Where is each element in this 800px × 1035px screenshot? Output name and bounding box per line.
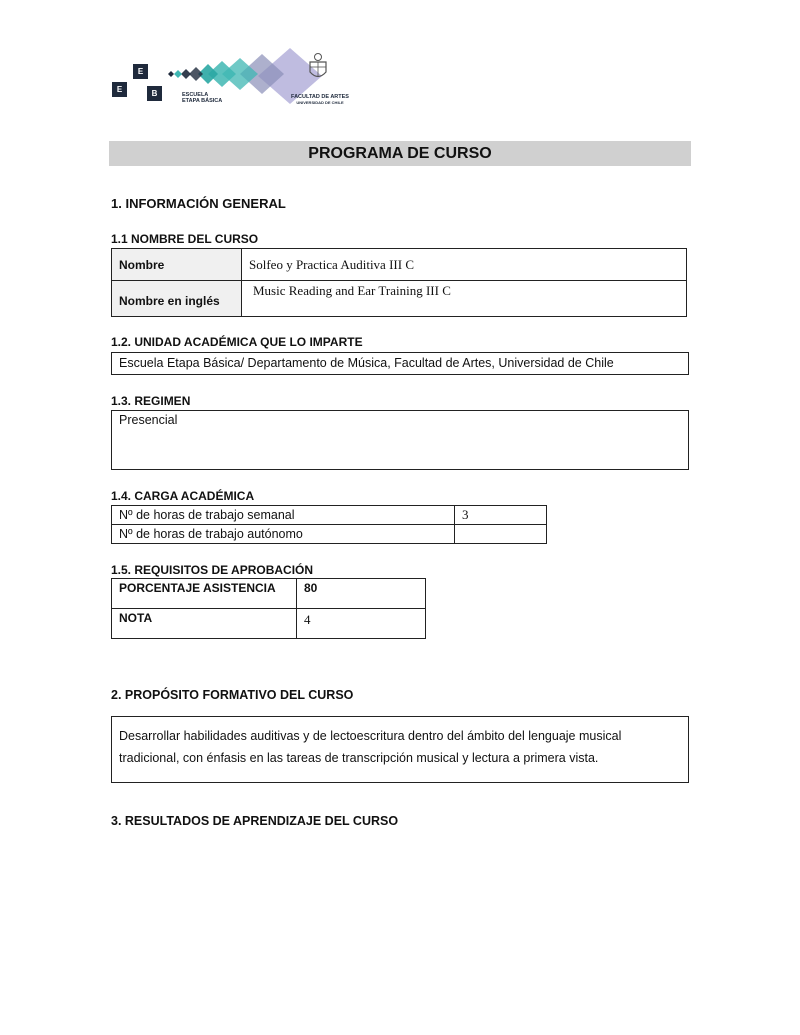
header-logo: [112, 46, 352, 112]
regimen-value: Presencial: [111, 410, 689, 470]
workload-table: [111, 505, 547, 544]
purpose-text-line1: Desarrollar habilidades auditivas y de lectoescritura dentro del ámbito del lenguaje musical: [119, 729, 622, 743]
academic-unit-value: Escuela Etapa Básica/ Departamento de Música, Facultad de Artes, Universidad de Chile: [111, 352, 689, 375]
table-row: [112, 525, 547, 544]
autonomous-hours-label: Nº de horas de trabajo autónomo: [112, 525, 455, 544]
table-row: [112, 506, 547, 525]
attendance-label: PORCENTAJE ASISTENCIA: [112, 579, 297, 609]
english-name-value: Music Reading and Ear Training III C: [242, 281, 687, 317]
logo-letter-b: B: [147, 86, 162, 101]
requirements-heading: 1.5. REQUISITOS DE APROBACIÓN: [111, 563, 314, 577]
weekly-hours-label: Nº de horas de trabajo semanal: [112, 506, 455, 525]
school-name-line2: ETAPA BÁSICA: [182, 98, 223, 104]
university-crest-icon: [307, 52, 329, 82]
purpose-text-box: [111, 716, 689, 783]
attendance-value: 80: [297, 579, 426, 609]
faculty-name-line1: FACULTAD DE ARTES: [291, 94, 349, 100]
page-title: PROGRAMA DE CURSO: [109, 141, 691, 166]
weekly-hours-value: 3: [455, 506, 547, 525]
course-name-table: [111, 248, 687, 317]
requirements-table: [111, 578, 426, 639]
section1-heading: 1. INFORMACIÓN GENERAL: [111, 196, 286, 211]
purpose-text-line2: tradicional, con énfasis en las tareas de transcripción musical y lectura a primera vista.: [119, 751, 599, 765]
school-name: [182, 92, 222, 104]
grade-value: 4: [297, 609, 426, 639]
learning-outcomes-heading: 3. RESULTADOS DE APRENDIZAJE DEL CURSO: [111, 814, 399, 828]
table-row: [112, 281, 687, 317]
logo-letter-e1: E: [112, 82, 127, 97]
table-row: [112, 249, 687, 281]
workload-heading: 1.4. CARGA ACADÉMICA: [111, 489, 255, 503]
purpose-heading: 2. PROPÓSITO FORMATIVO DEL CURSO: [111, 688, 354, 702]
grade-label: NOTA: [112, 609, 297, 639]
faculty-name-line2: UNIVERSIDAD DE CHILE: [296, 100, 344, 105]
course-name-label: Nombre: [112, 249, 242, 281]
course-name-heading: 1.1 NOMBRE DEL CURSO: [111, 232, 259, 246]
faculty-name: [290, 94, 350, 106]
regimen-heading: 1.3. REGIMEN: [111, 394, 191, 408]
logo-letter-e2: E: [133, 64, 148, 79]
autonomous-hours-value: [455, 525, 547, 544]
table-row: [112, 609, 426, 639]
english-name-label: Nombre en inglés: [112, 281, 242, 317]
table-row: [112, 579, 426, 609]
unit-heading: 1.2. UNIDAD ACADÉMICA QUE LO IMPARTE: [111, 335, 363, 349]
school-name-line1: ESCUELA: [182, 92, 209, 98]
course-name-value: Solfeo y Practica Auditiva III C: [242, 249, 687, 281]
